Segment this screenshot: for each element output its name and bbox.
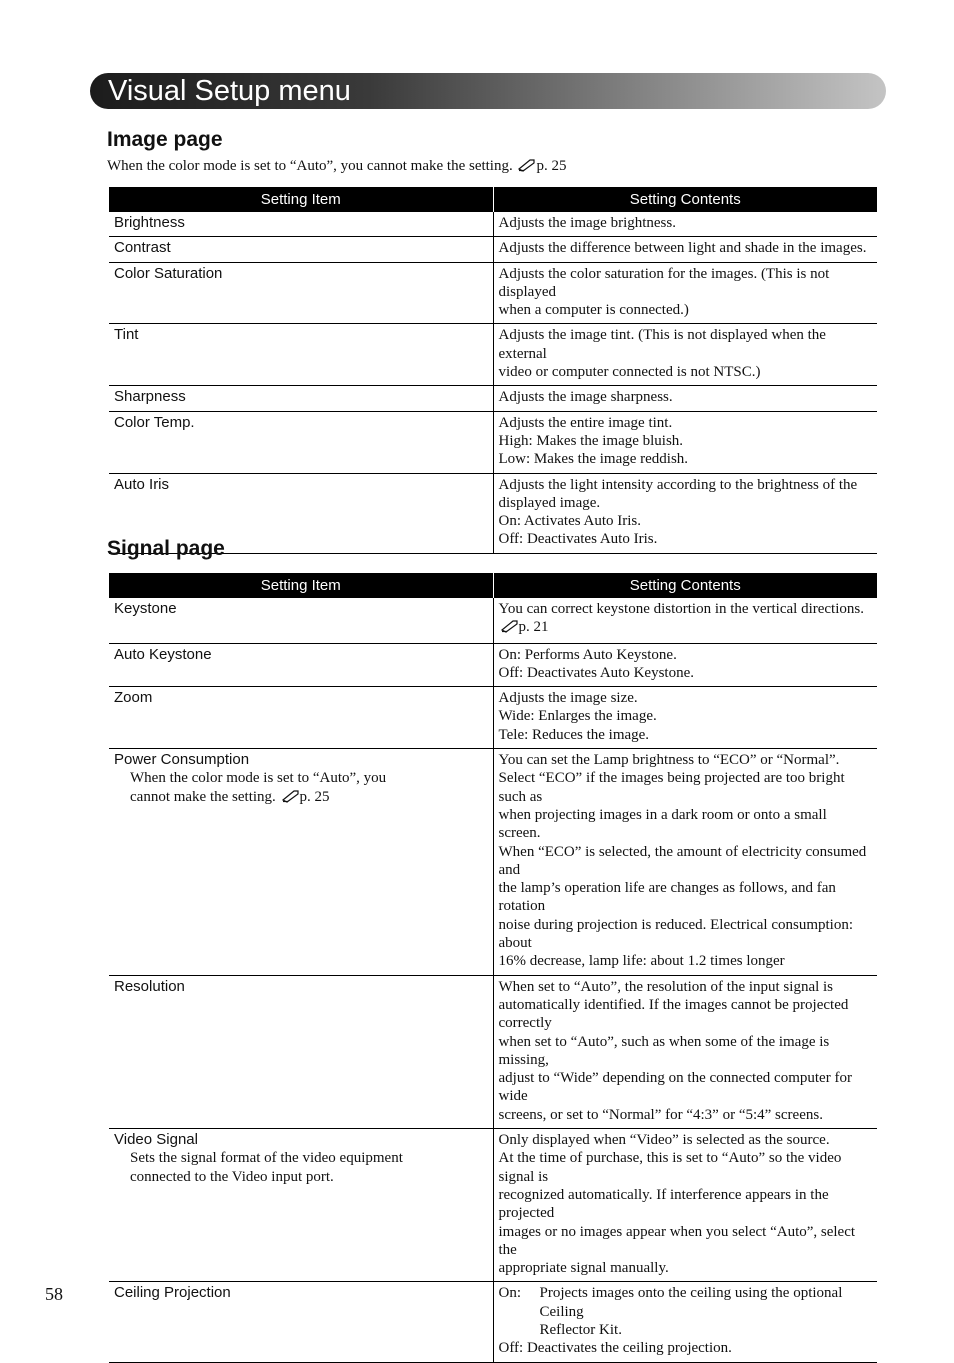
setting-contents-cell <box>493 473 877 553</box>
setting-item-name: Auto Keystone <box>114 645 212 663</box>
setting-reference <box>499 618 873 638</box>
setting-item-cell <box>109 749 493 976</box>
table-row <box>109 262 877 324</box>
setting-item-cell <box>109 1282 493 1362</box>
setting-description-line: Adjusts the difference between light and shade in the images. <box>498 240 867 257</box>
note-ref: p. 25 <box>536 158 567 174</box>
setting-item-cell <box>109 1129 493 1282</box>
image-page-note <box>107 157 566 177</box>
setting-option-on <box>499 1284 873 1339</box>
table-row <box>109 1282 877 1362</box>
setting-description-line: video or computer connected is not NTSC.) <box>498 364 761 381</box>
setting-description-line: Adjusts the color saturation for the images. (This is not displayed <box>498 265 830 300</box>
setting-item-name: Sharpness <box>114 388 186 406</box>
setting-contents-cell <box>493 643 877 687</box>
setting-description-line: Adjusts the image size. <box>498 690 638 707</box>
page-reference-icon <box>282 789 300 808</box>
page-reference-icon <box>518 158 536 177</box>
setting-description-line: Select “ECO” if the images being projected are too bright such as <box>498 770 845 805</box>
setting-description-line: Adjusts the entire image tint. <box>498 414 673 431</box>
setting-description-line: when a computer is connected.) <box>498 302 689 319</box>
setting-item-note <box>114 1168 488 1186</box>
setting-description-line: appropriate signal manually. <box>498 1260 669 1277</box>
setting-contents-cell <box>493 975 877 1128</box>
setting-description-line: recognized automatically. If interference appears in the projected <box>498 1186 829 1222</box>
setting-description-line: On: Activates Auto Iris. <box>498 513 641 530</box>
table-row <box>109 1129 877 1282</box>
setting-item-cell <box>109 643 493 687</box>
setting-item-note-text: When the color mode is set to “Auto”, you <box>130 770 387 787</box>
setting-item-note <box>114 1149 488 1167</box>
setting-item-note <box>114 769 488 787</box>
column-header-contents: Setting Contents <box>493 573 877 598</box>
setting-description-line: On: Performs Auto Keystone. <box>498 646 677 663</box>
page-reference-icon <box>501 619 519 638</box>
setting-description-line: Wide: Enlarges the image. <box>498 708 657 725</box>
setting-description-line: At the time of purchase, this is set to “Auto” so the video signal is <box>498 1150 842 1185</box>
setting-description-line: Adjusts the image tint. (This is not displayed when the external <box>498 327 826 362</box>
setting-item-name: Auto Iris <box>114 475 170 493</box>
setting-description-line: automatically identified. If the images cannot be projected correctly <box>498 996 849 1032</box>
setting-description-line: Low: Makes the image reddish. <box>498 451 689 468</box>
setting-contents-cell <box>493 212 877 237</box>
setting-item-name: Color Temp. <box>114 413 195 431</box>
setting-description-line: displayed image. <box>498 494 601 511</box>
setting-contents-cell <box>493 386 877 411</box>
setting-item-note-ref: p. 25 <box>299 788 330 805</box>
setting-reference-text: p. 21 <box>518 619 549 636</box>
table-row <box>109 386 877 411</box>
setting-item-name: Zoom <box>114 689 153 707</box>
setting-contents-cell <box>493 687 877 749</box>
setting-description-line: Off: Deactivates Auto Iris. <box>498 531 658 548</box>
setting-item-name: Power Consumption <box>114 751 250 769</box>
setting-description-line: When set to “Auto”, the resolution of the input signal is <box>498 978 834 995</box>
setting-description-line: Off: Deactivates the ceiling projection. <box>498 1340 732 1357</box>
setting-description-line: 16% decrease, lamp life: about 1.2 times longer <box>498 953 785 970</box>
setting-item-cell <box>109 598 493 643</box>
setting-item-name: Video Signal <box>114 1131 198 1149</box>
table-row <box>109 975 877 1128</box>
setting-contents-cell <box>493 237 877 262</box>
setting-contents-cell <box>493 1282 877 1362</box>
note-text: When the color mode is set to “Auto”, you cannot make the setting. <box>107 158 513 174</box>
column-header-item: Setting Item <box>109 187 493 212</box>
setting-description-line: when projecting images in a dark room or onto a small screen. <box>498 806 827 842</box>
setting-contents-cell <box>493 324 877 386</box>
table-row <box>109 212 877 237</box>
setting-item-cell <box>109 262 493 324</box>
setting-item-cell <box>109 324 493 386</box>
table-row <box>109 687 877 749</box>
image-page-table <box>109 187 877 554</box>
option-tag: On: <box>498 1285 521 1302</box>
setting-description-line: Only displayed when “Video” is selected as the source. <box>498 1132 830 1149</box>
setting-description-line: Tele: Reduces the image. <box>498 726 650 743</box>
table-row <box>109 411 877 473</box>
table-row <box>109 237 877 262</box>
setting-item-note-text: cannot make the setting. <box>130 788 276 805</box>
setting-item-name: Color Saturation <box>114 264 223 282</box>
table-header-row <box>109 573 877 598</box>
setting-description-line: You can set the Lamp brightness to “ECO” or “Normal”. <box>498 752 840 769</box>
setting-contents-cell <box>493 749 877 976</box>
image-page-heading: Image page <box>107 128 223 151</box>
setting-description-line: High: Makes the image bluish. <box>498 432 684 449</box>
setting-description-line: screens, or set to “Normal” for “4:3” or “5:4” screens. <box>498 1106 823 1123</box>
setting-item-name: Ceiling Projection <box>114 1284 231 1302</box>
setting-item-note-text: connected to the Video input port. <box>130 1168 334 1185</box>
table-row <box>109 598 877 643</box>
setting-contents-cell <box>493 262 877 324</box>
table-row <box>109 324 877 386</box>
setting-item-name: Contrast <box>114 239 171 257</box>
signal-page-heading: Signal page <box>107 537 225 560</box>
setting-item-cell <box>109 975 493 1128</box>
setting-description-line: Adjusts the image brightness. <box>498 215 676 231</box>
setting-description-line: Off: Deactivates Auto Keystone. <box>498 664 695 681</box>
option-text: Reflector Kit. <box>539 1321 622 1338</box>
setting-description-line: Adjusts the image sharpness. <box>498 389 673 406</box>
setting-item-cell <box>109 687 493 749</box>
table-header-row <box>109 187 877 212</box>
column-header-contents: Setting Contents <box>493 187 877 212</box>
setting-contents-cell <box>493 411 877 473</box>
section-title-banner <box>90 73 886 109</box>
setting-description-line: Adjusts the light intensity according to the brightness of the <box>498 476 858 493</box>
setting-item-cell <box>109 212 493 237</box>
page-title: Visual Setup menu <box>108 75 351 107</box>
setting-description-line: when set to “Auto”, such as when some of the image is missing, <box>498 1033 830 1068</box>
setting-description-line: the lamp’s operation life are changes as follows, and fan rotation <box>498 880 836 915</box>
setting-item-cell <box>109 237 493 262</box>
setting-item-cell <box>109 411 493 473</box>
setting-description-line: images or no images appear when you select “Auto”, select the <box>498 1223 856 1258</box>
setting-item-note <box>114 788 488 808</box>
signal-page-table <box>109 573 877 1363</box>
setting-item-name: Resolution <box>114 977 185 995</box>
table-row <box>109 643 877 687</box>
setting-description-line: When “ECO” is selected, the amount of electricity consumed and <box>498 843 867 878</box>
setting-item-name: Keystone <box>114 600 177 617</box>
column-header-item: Setting Item <box>109 573 493 598</box>
table-row <box>109 749 877 976</box>
setting-description-line: adjust to “Wide” depending on the connected computer for wide <box>498 1070 852 1105</box>
setting-item-name: Brightness <box>114 214 185 231</box>
setting-description-line: noise during projection is reduced. Electrical consumption: about <box>498 916 853 952</box>
setting-description-line: You can correct keystone distortion in the vertical directions. <box>498 601 864 617</box>
setting-item-note-text: Sets the signal format of the video equipment <box>130 1150 403 1167</box>
option-text: Projects images onto the ceiling using the optional Ceiling <box>539 1285 843 1320</box>
setting-contents-cell <box>493 1129 877 1282</box>
setting-item-cell <box>109 386 493 411</box>
setting-item-name: Tint <box>114 326 139 344</box>
page-number: 58 <box>45 1284 63 1304</box>
setting-contents-cell <box>493 598 877 643</box>
